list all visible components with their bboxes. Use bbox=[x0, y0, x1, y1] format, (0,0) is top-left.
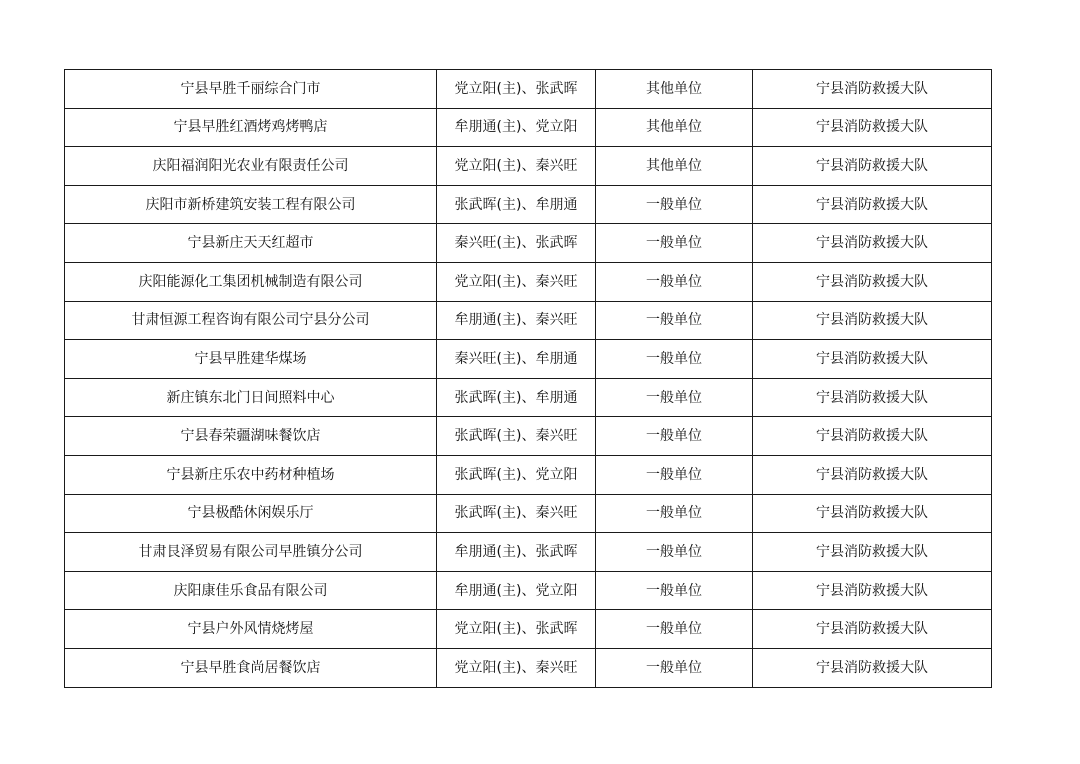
unit-name-cell: 宁县极酷休闲娱乐厅 bbox=[65, 494, 437, 533]
table-row bbox=[65, 571, 992, 610]
unit-type-cell: 其他单位 bbox=[596, 70, 753, 109]
inspectors-cell: 党立阳(主)、秦兴旺 bbox=[437, 147, 596, 186]
unit-name-cell: 庆阳市新桥建筑安装工程有限公司 bbox=[65, 185, 437, 224]
unit-type-cell: 一般单位 bbox=[596, 648, 753, 687]
table-row bbox=[65, 648, 992, 687]
table-row bbox=[65, 301, 992, 340]
unit-type-cell: 一般单位 bbox=[596, 533, 753, 572]
inspectors-cell: 张武晖(主)、秦兴旺 bbox=[437, 417, 596, 456]
responsible-unit-cell: 宁县消防救援大队 bbox=[753, 494, 992, 533]
unit-type-cell: 一般单位 bbox=[596, 610, 753, 649]
inspectors-cell: 张武晖(主)、牟朋通 bbox=[437, 185, 596, 224]
responsible-unit-cell: 宁县消防救援大队 bbox=[753, 533, 992, 572]
unit-name-cell: 宁县早胜千丽综合门市 bbox=[65, 70, 437, 109]
table-row bbox=[65, 70, 992, 109]
inspectors-cell: 秦兴旺(主)、张武晖 bbox=[437, 224, 596, 263]
inspectors-cell: 党立阳(主)、秦兴旺 bbox=[437, 262, 596, 301]
responsible-unit-cell: 宁县消防救援大队 bbox=[753, 301, 992, 340]
unit-name-cell: 宁县户外风情烧烤屋 bbox=[65, 610, 437, 649]
unit-name-cell: 宁县早胜建华煤场 bbox=[65, 340, 437, 379]
unit-type-cell: 其他单位 bbox=[596, 147, 753, 186]
responsible-unit-cell: 宁县消防救援大队 bbox=[753, 70, 992, 109]
responsible-unit-cell: 宁县消防救援大队 bbox=[753, 340, 992, 379]
unit-type-cell: 一般单位 bbox=[596, 378, 753, 417]
unit-name-cell: 宁县早胜食尚居餐饮店 bbox=[65, 648, 437, 687]
unit-type-cell: 一般单位 bbox=[596, 224, 753, 263]
table-row bbox=[65, 533, 992, 572]
unit-type-cell: 一般单位 bbox=[596, 301, 753, 340]
unit-type-cell: 一般单位 bbox=[596, 571, 753, 610]
unit-type-cell: 一般单位 bbox=[596, 340, 753, 379]
inspectors-cell: 秦兴旺(主)、牟朋通 bbox=[437, 340, 596, 379]
responsible-unit-cell: 宁县消防救援大队 bbox=[753, 224, 992, 263]
unit-name-cell: 宁县早胜红酒烤鸡烤鸭店 bbox=[65, 108, 437, 147]
unit-name-cell: 庆阳能源化工集团机械制造有限公司 bbox=[65, 262, 437, 301]
table-row bbox=[65, 455, 992, 494]
unit-name-cell: 庆阳康佳乐食品有限公司 bbox=[65, 571, 437, 610]
unit-name-cell: 庆阳福润阳光农业有限责任公司 bbox=[65, 147, 437, 186]
unit-type-cell: 一般单位 bbox=[596, 417, 753, 456]
table-row bbox=[65, 224, 992, 263]
responsible-unit-cell: 宁县消防救援大队 bbox=[753, 417, 992, 456]
inspectors-cell: 张武晖(主)、牟朋通 bbox=[437, 378, 596, 417]
inspectors-cell: 牟朋通(主)、党立阳 bbox=[437, 108, 596, 147]
unit-name-cell: 甘肃恒源工程咨询有限公司宁县分公司 bbox=[65, 301, 437, 340]
inspectors-cell: 党立阳(主)、张武晖 bbox=[437, 70, 596, 109]
unit-name-cell: 宁县新庄天天红超市 bbox=[65, 224, 437, 263]
table-row bbox=[65, 378, 992, 417]
inspectors-cell: 张武晖(主)、党立阳 bbox=[437, 455, 596, 494]
inspectors-cell: 牟朋通(主)、秦兴旺 bbox=[437, 301, 596, 340]
table-row bbox=[65, 108, 992, 147]
inspectors-cell: 牟朋通(主)、张武晖 bbox=[437, 533, 596, 572]
table-body bbox=[65, 70, 992, 688]
responsible-unit-cell: 宁县消防救援大队 bbox=[753, 147, 992, 186]
table-row bbox=[65, 262, 992, 301]
table-row bbox=[65, 610, 992, 649]
unit-name-cell: 宁县新庄乐农中药材种植场 bbox=[65, 455, 437, 494]
inspectors-cell: 张武晖(主)、秦兴旺 bbox=[437, 494, 596, 533]
table-row bbox=[65, 147, 992, 186]
table-row bbox=[65, 185, 992, 224]
unit-type-cell: 一般单位 bbox=[596, 494, 753, 533]
unit-type-cell: 一般单位 bbox=[596, 262, 753, 301]
inspection-table bbox=[64, 69, 992, 688]
inspectors-cell: 党立阳(主)、秦兴旺 bbox=[437, 648, 596, 687]
unit-type-cell: 一般单位 bbox=[596, 185, 753, 224]
table-row bbox=[65, 340, 992, 379]
responsible-unit-cell: 宁县消防救援大队 bbox=[753, 378, 992, 417]
responsible-unit-cell: 宁县消防救援大队 bbox=[753, 262, 992, 301]
unit-name-cell: 甘肃艮泽贸易有限公司早胜镇分公司 bbox=[65, 533, 437, 572]
table-row bbox=[65, 417, 992, 456]
responsible-unit-cell: 宁县消防救援大队 bbox=[753, 648, 992, 687]
unit-name-cell: 新庄镇东北门日间照料中心 bbox=[65, 378, 437, 417]
responsible-unit-cell: 宁县消防救援大队 bbox=[753, 185, 992, 224]
inspectors-cell: 党立阳(主)、张武晖 bbox=[437, 610, 596, 649]
responsible-unit-cell: 宁县消防救援大队 bbox=[753, 108, 992, 147]
responsible-unit-cell: 宁县消防救援大队 bbox=[753, 610, 992, 649]
inspectors-cell: 牟朋通(主)、党立阳 bbox=[437, 571, 596, 610]
responsible-unit-cell: 宁县消防救援大队 bbox=[753, 455, 992, 494]
unit-type-cell: 其他单位 bbox=[596, 108, 753, 147]
responsible-unit-cell: 宁县消防救援大队 bbox=[753, 571, 992, 610]
table-row bbox=[65, 494, 992, 533]
unit-type-cell: 一般单位 bbox=[596, 455, 753, 494]
unit-name-cell: 宁县春荣疆湖味餐饮店 bbox=[65, 417, 437, 456]
